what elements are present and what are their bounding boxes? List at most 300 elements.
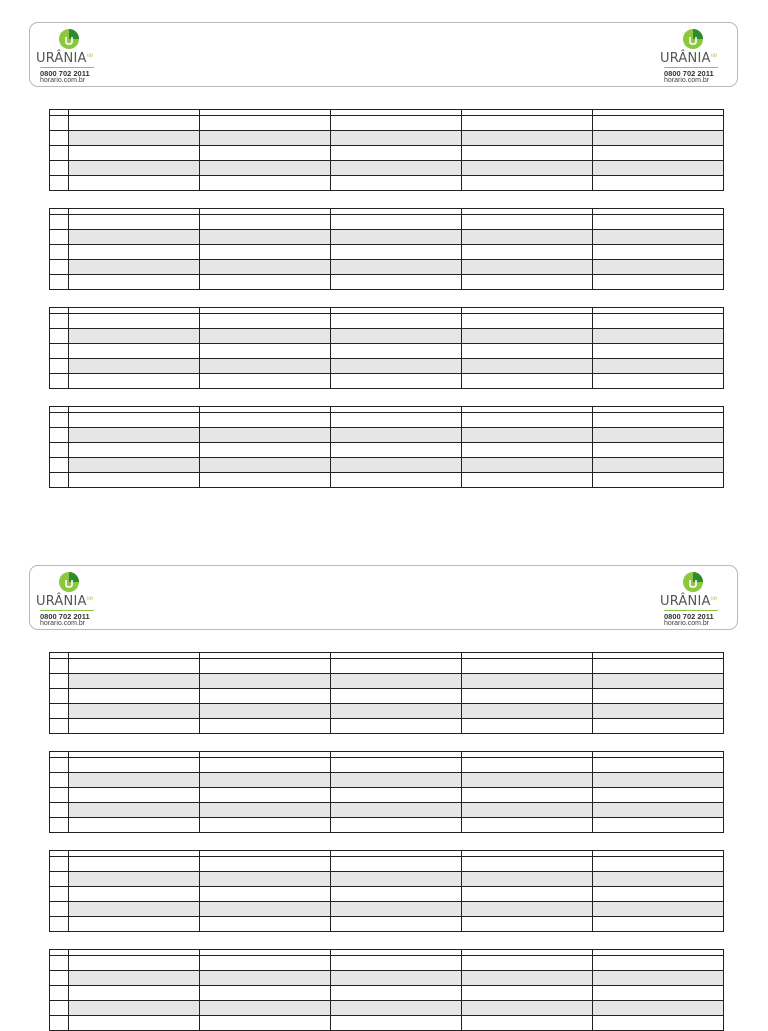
table-cell <box>331 161 462 176</box>
table-cell <box>69 359 200 374</box>
table-row <box>50 260 724 275</box>
table-cell <box>462 230 593 245</box>
row-index-cell <box>50 971 69 986</box>
table-row <box>50 872 724 887</box>
table-row <box>50 704 724 719</box>
table-cell <box>593 1001 724 1016</box>
table-cell <box>331 887 462 902</box>
table-cell <box>69 1001 200 1016</box>
table-row <box>50 176 724 191</box>
table-cell <box>69 887 200 902</box>
table-cell <box>462 215 593 230</box>
table-row <box>50 374 724 389</box>
brand-divider <box>664 610 718 611</box>
table-cell <box>69 443 200 458</box>
table-cell <box>331 458 462 473</box>
row-index-cell <box>50 215 69 230</box>
row-index-cell <box>50 359 69 374</box>
table-row <box>50 116 724 131</box>
table-cell <box>200 872 331 887</box>
table-cell <box>462 773 593 788</box>
table-cell <box>331 443 462 458</box>
table-cell <box>593 887 724 902</box>
table-cell <box>462 956 593 971</box>
table-row <box>50 161 724 176</box>
table-cell <box>200 413 331 428</box>
table-cell <box>462 758 593 773</box>
table-cell <box>331 116 462 131</box>
brand-website: horario.com.br <box>664 77 710 84</box>
table-cell <box>69 374 200 389</box>
table-cell <box>462 314 593 329</box>
table-row <box>50 473 724 488</box>
table-cell <box>462 146 593 161</box>
brand-logo-right <box>659 27 729 85</box>
table-cell <box>462 788 593 803</box>
row-index-cell <box>50 659 69 674</box>
table-cell <box>69 917 200 932</box>
table-row <box>50 674 724 689</box>
page-header-2 <box>29 565 738 630</box>
table-cell <box>69 986 200 1001</box>
table-cell <box>69 803 200 818</box>
table-cell <box>331 758 462 773</box>
table-cell <box>462 704 593 719</box>
table-row <box>50 131 724 146</box>
row-index-cell <box>50 314 69 329</box>
table-cell <box>593 773 724 788</box>
table-cell <box>69 1016 200 1031</box>
row-index-cell <box>50 428 69 443</box>
table-cell <box>200 986 331 1001</box>
table-cell <box>69 473 200 488</box>
table-cell <box>331 1016 462 1031</box>
table-cell <box>331 773 462 788</box>
table-cell <box>593 374 724 389</box>
brand-phone: 0800 702 2011 <box>40 612 90 621</box>
table-cell <box>331 473 462 488</box>
table-cell <box>593 788 724 803</box>
table-row <box>50 986 724 1001</box>
table-cell <box>69 674 200 689</box>
table-cell <box>593 458 724 473</box>
table-cell <box>200 275 331 290</box>
timetable-grid <box>49 949 724 1031</box>
table-cell <box>200 1001 331 1016</box>
table-cell <box>462 803 593 818</box>
table-cell <box>462 359 593 374</box>
table-cell <box>593 314 724 329</box>
timetable-grid <box>49 850 724 932</box>
table-row <box>50 758 724 773</box>
table-cell <box>69 260 200 275</box>
timetable-grid <box>49 109 724 191</box>
table-cell <box>200 803 331 818</box>
table-cell <box>69 857 200 872</box>
table-cell <box>69 758 200 773</box>
row-index-cell <box>50 803 69 818</box>
row-index-cell <box>50 146 69 161</box>
brand-name: $URÂNIA^{up}$ <box>660 594 718 609</box>
row-index-cell <box>50 245 69 260</box>
table-cell <box>462 818 593 833</box>
timetable-grid <box>49 406 724 488</box>
row-index-cell <box>50 161 69 176</box>
row-index-cell <box>50 689 69 704</box>
table-cell <box>593 176 724 191</box>
table-cell <box>200 314 331 329</box>
table-cell <box>331 872 462 887</box>
table-cell <box>69 689 200 704</box>
table-cell <box>593 917 724 932</box>
row-index-cell <box>50 230 69 245</box>
table-cell <box>69 872 200 887</box>
table-cell <box>593 344 724 359</box>
table-cell <box>593 971 724 986</box>
table-row <box>50 428 724 443</box>
table-cell <box>200 473 331 488</box>
table-cell <box>462 275 593 290</box>
table-cell <box>593 986 724 1001</box>
table-row <box>50 1016 724 1031</box>
table-cell <box>69 146 200 161</box>
table-cell <box>462 659 593 674</box>
table-cell <box>593 857 724 872</box>
table-cell <box>593 902 724 917</box>
table-cell <box>200 344 331 359</box>
table-cell <box>69 215 200 230</box>
table-cell <box>200 329 331 344</box>
table-cell <box>200 773 331 788</box>
brand-name: $URÂNIA^{up}$ <box>36 51 94 66</box>
table-cell <box>69 773 200 788</box>
table-cell <box>593 689 724 704</box>
table-row <box>50 818 724 833</box>
table-cell <box>200 1016 331 1031</box>
table-cell <box>331 374 462 389</box>
table-cell <box>69 956 200 971</box>
brand-logo-left <box>35 570 105 628</box>
table-row <box>50 956 724 971</box>
table-cell <box>200 458 331 473</box>
row-index-cell <box>50 374 69 389</box>
brand-logo-icon <box>683 29 703 49</box>
table-cell <box>331 314 462 329</box>
table-cell <box>462 116 593 131</box>
table-cell <box>200 260 331 275</box>
table-cell <box>200 917 331 932</box>
table-row <box>50 857 724 872</box>
table-cell <box>69 176 200 191</box>
table-cell <box>593 818 724 833</box>
brand-phone: 0800 702 2011 <box>40 69 90 78</box>
row-index-cell <box>50 674 69 689</box>
table-cell <box>462 428 593 443</box>
table-cell <box>593 719 724 734</box>
table-cell <box>593 704 724 719</box>
row-index-cell <box>50 818 69 833</box>
row-index-cell <box>50 773 69 788</box>
table-cell <box>69 971 200 986</box>
row-index-cell <box>50 413 69 428</box>
brand-divider <box>40 610 94 611</box>
table-cell <box>593 245 724 260</box>
table-row <box>50 803 724 818</box>
table-cell <box>200 131 331 146</box>
table-cell <box>200 146 331 161</box>
brand-website: horario.com.br <box>40 620 86 627</box>
table-cell <box>462 971 593 986</box>
row-index-cell <box>50 758 69 773</box>
table-cell <box>69 458 200 473</box>
row-index-cell <box>50 956 69 971</box>
table-row <box>50 329 724 344</box>
timetable-grid <box>49 208 724 290</box>
page-header-1 <box>29 22 738 87</box>
table-cell <box>200 161 331 176</box>
table-cell <box>593 230 724 245</box>
table-row <box>50 275 724 290</box>
table-row <box>50 344 724 359</box>
table-cell <box>462 902 593 917</box>
row-index-cell <box>50 788 69 803</box>
table-cell <box>462 131 593 146</box>
table-cell <box>200 887 331 902</box>
table-row <box>50 215 724 230</box>
table-cell <box>331 986 462 1001</box>
table-cell <box>462 260 593 275</box>
table-row <box>50 773 724 788</box>
table-cell <box>200 359 331 374</box>
table-row <box>50 230 724 245</box>
table-cell <box>331 719 462 734</box>
table-cell <box>331 971 462 986</box>
timetable-grid <box>49 751 724 833</box>
table-cell <box>462 329 593 344</box>
row-index-cell <box>50 917 69 932</box>
table-cell <box>69 902 200 917</box>
table-cell <box>331 659 462 674</box>
table-cell <box>69 413 200 428</box>
table-cell <box>593 413 724 428</box>
table-cell <box>593 146 724 161</box>
table-cell <box>69 116 200 131</box>
row-index-cell <box>50 131 69 146</box>
row-index-cell <box>50 329 69 344</box>
brand-divider <box>664 67 718 68</box>
table-row <box>50 971 724 986</box>
table-cell <box>200 971 331 986</box>
table-cell <box>462 674 593 689</box>
table-cell <box>69 344 200 359</box>
table-cell <box>200 674 331 689</box>
table-row <box>50 458 724 473</box>
table-cell <box>331 917 462 932</box>
table-cell <box>331 674 462 689</box>
table-cell <box>331 857 462 872</box>
table-cell <box>593 161 724 176</box>
table-row <box>50 917 724 932</box>
table-row <box>50 719 724 734</box>
table-cell <box>593 260 724 275</box>
table-cell <box>331 902 462 917</box>
table-cell <box>462 917 593 932</box>
table-cell <box>69 230 200 245</box>
brand-logo-left <box>35 27 105 85</box>
table-cell <box>200 176 331 191</box>
table-cell <box>200 230 331 245</box>
table-cell <box>200 443 331 458</box>
row-index-cell <box>50 1016 69 1031</box>
table-row <box>50 314 724 329</box>
table-cell <box>462 458 593 473</box>
table-row <box>50 359 724 374</box>
table-cell <box>331 275 462 290</box>
table-cell <box>331 803 462 818</box>
table-row <box>50 902 724 917</box>
table-cell <box>593 872 724 887</box>
table-cell <box>331 176 462 191</box>
table-row <box>50 689 724 704</box>
table-cell <box>462 245 593 260</box>
table-cell <box>69 161 200 176</box>
table-cell <box>593 803 724 818</box>
row-index-cell <box>50 986 69 1001</box>
table-cell <box>462 374 593 389</box>
table-cell <box>593 674 724 689</box>
table-cell <box>462 176 593 191</box>
table-cell <box>462 857 593 872</box>
table-cell <box>593 329 724 344</box>
table-cell <box>462 1016 593 1031</box>
brand-logo-right <box>659 570 729 628</box>
table-cell <box>331 245 462 260</box>
table-row <box>50 1001 724 1016</box>
table-cell <box>331 131 462 146</box>
table-cell <box>462 887 593 902</box>
table-cell <box>200 758 331 773</box>
table-cell <box>69 275 200 290</box>
brand-name: $URÂNIA^{up}$ <box>36 594 94 609</box>
table-cell <box>462 344 593 359</box>
timetable-grid <box>49 307 724 389</box>
table-cell <box>69 818 200 833</box>
table-row <box>50 659 724 674</box>
row-index-cell <box>50 176 69 191</box>
table-cell <box>331 329 462 344</box>
table-cell <box>200 659 331 674</box>
table-cell <box>462 689 593 704</box>
table-cell <box>593 359 724 374</box>
table-cell <box>331 428 462 443</box>
brand-logo-icon <box>59 572 79 592</box>
table-row <box>50 788 724 803</box>
row-index-cell <box>50 1001 69 1016</box>
table-cell <box>200 902 331 917</box>
row-index-cell <box>50 887 69 902</box>
table-cell <box>69 428 200 443</box>
row-index-cell <box>50 719 69 734</box>
table-cell <box>69 704 200 719</box>
row-index-cell <box>50 872 69 887</box>
table-cell <box>200 428 331 443</box>
timetable-grid <box>49 652 724 734</box>
table-cell <box>200 374 331 389</box>
table-cell <box>331 260 462 275</box>
table-cell <box>69 245 200 260</box>
table-cell <box>331 788 462 803</box>
table-cell <box>200 818 331 833</box>
table-cell <box>331 818 462 833</box>
table-cell <box>200 857 331 872</box>
table-cell <box>331 1001 462 1016</box>
table-cell <box>331 146 462 161</box>
brand-logo-icon <box>683 572 703 592</box>
table-cell <box>69 314 200 329</box>
table-row <box>50 887 724 902</box>
table-cell <box>331 344 462 359</box>
table-cell <box>593 758 724 773</box>
table-cell <box>462 161 593 176</box>
row-index-cell <box>50 857 69 872</box>
table-cell <box>331 413 462 428</box>
brand-phone: 0800 702 2011 <box>664 612 714 621</box>
table-cell <box>69 788 200 803</box>
table-cell <box>331 689 462 704</box>
row-index-cell <box>50 458 69 473</box>
table-cell <box>462 719 593 734</box>
table-cell <box>69 329 200 344</box>
row-index-cell <box>50 260 69 275</box>
table-cell <box>462 413 593 428</box>
row-index-cell <box>50 704 69 719</box>
brand-website: horario.com.br <box>664 620 710 627</box>
table-cell <box>200 245 331 260</box>
table-cell <box>200 788 331 803</box>
row-index-cell <box>50 473 69 488</box>
table-row <box>50 413 724 428</box>
table-cell <box>593 275 724 290</box>
table-cell <box>462 986 593 1001</box>
row-index-cell <box>50 902 69 917</box>
brand-phone: 0800 702 2011 <box>664 69 714 78</box>
table-cell <box>331 215 462 230</box>
table-cell <box>200 116 331 131</box>
row-index-cell <box>50 116 69 131</box>
table-cell <box>462 473 593 488</box>
table-cell <box>593 428 724 443</box>
table-cell <box>200 704 331 719</box>
brand-divider <box>40 67 94 68</box>
table-row <box>50 146 724 161</box>
table-cell <box>462 1001 593 1016</box>
table-cell <box>331 704 462 719</box>
table-cell <box>593 116 724 131</box>
table-cell <box>331 956 462 971</box>
table-cell <box>593 131 724 146</box>
table-cell <box>200 689 331 704</box>
table-cell <box>593 215 724 230</box>
table-cell <box>593 443 724 458</box>
table-cell <box>331 359 462 374</box>
table-cell <box>200 956 331 971</box>
row-index-cell <box>50 344 69 359</box>
table-cell <box>69 659 200 674</box>
table-cell <box>200 719 331 734</box>
table-cell <box>69 131 200 146</box>
table-cell <box>462 443 593 458</box>
table-cell <box>69 719 200 734</box>
